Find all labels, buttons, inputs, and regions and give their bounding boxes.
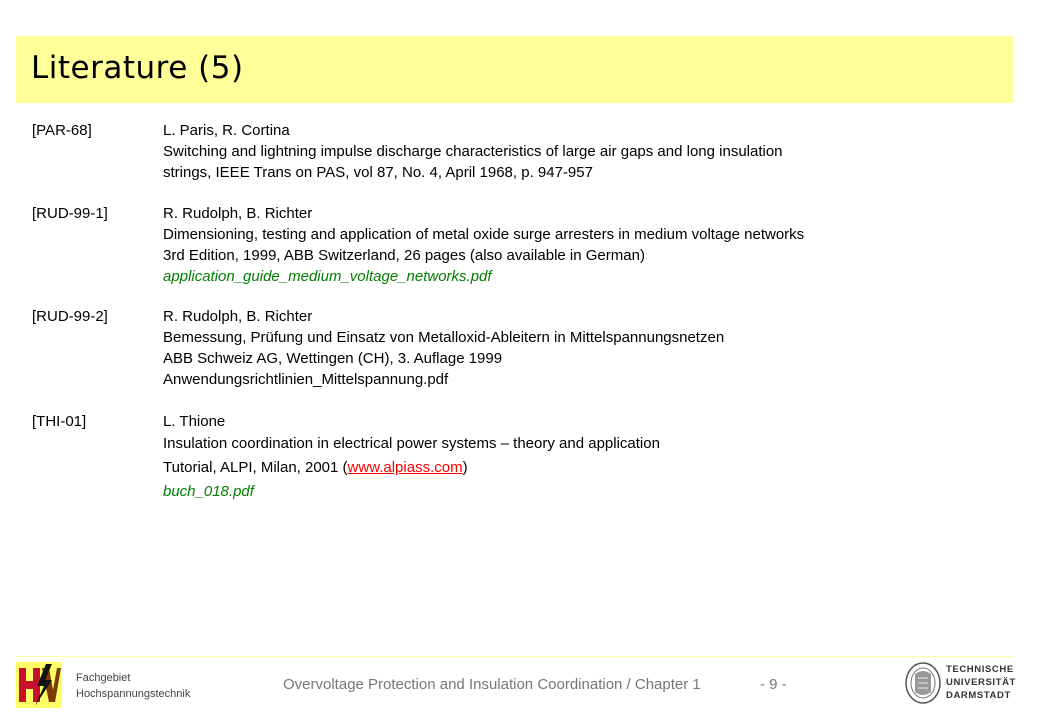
reference-title: Switching and lightning impulse discharge characteristics of large air gaps and long insulation <box>163 143 783 160</box>
reference-filename: Anwendungsrichtlinien_Mittelspannung.pdf <box>163 371 449 388</box>
course-title: Overvoltage Protection and Insulation Coordination / Chapter 1 <box>283 676 701 693</box>
reference-body <box>163 306 1013 390</box>
reference-key: [PAR-68] <box>32 122 92 139</box>
institute-line: Fachgebiet <box>76 672 131 684</box>
reference-title: Dimensioning, testing and application of metal oxide surge arresters in medium voltage networks <box>163 226 805 243</box>
reference-source: strings, IEEE Trans on PAS, vol 87, No. 4, April 1968, p. 947-957 <box>163 164 593 181</box>
institute-name <box>76 670 190 702</box>
reference-source-text: Tutorial, ALPI, Milan, 2001 ( <box>163 459 348 476</box>
reference-filename[interactable]: buch_018.pdf <box>163 483 254 500</box>
reference-body <box>163 120 1013 183</box>
reference-source <box>163 456 1013 480</box>
reference-source: 3rd Edition, 1999, ABB Switzerland, 26 pages (also available in German) <box>163 247 645 264</box>
footer-divider <box>16 656 1013 657</box>
institute-line: Hochspannungstechnik <box>76 688 191 700</box>
reference-source: ABB Schweiz AG, Wettingen (CH), 3. Auflage 1999 <box>163 350 503 367</box>
reference-title: Insulation coordination in electrical power systems – theory and application <box>163 435 660 452</box>
page-title: Literature (5) <box>31 50 244 86</box>
university-line: UNIVERSITÄT <box>946 677 1016 688</box>
reference-authors: L. Thione <box>163 413 226 430</box>
reference-authors: L. Paris, R. Cortina <box>163 122 290 139</box>
university-line: DARMSTADT <box>946 690 1011 701</box>
reference-body <box>163 203 1013 287</box>
alpiass-link[interactable]: www.alpiass.com <box>347 459 463 476</box>
reference-body <box>163 411 1013 504</box>
reference-key: [THI-01] <box>32 413 87 430</box>
reference-authors: R. Rudolph, B. Richter <box>163 205 313 222</box>
reference-source-suffix: ) <box>462 459 468 476</box>
title-bar <box>16 36 1013 103</box>
reference-key: [RUD-99-1] <box>32 205 108 222</box>
university-line: TECHNISCHE <box>946 664 1014 675</box>
reference-authors: R. Rudolph, B. Richter <box>163 308 313 325</box>
university-name <box>946 663 1016 702</box>
reference-filename[interactable]: application_guide_medium_voltage_networks.pdf <box>163 268 492 285</box>
hv-logo-icon <box>16 662 62 708</box>
reference-key: [RUD-99-2] <box>32 308 108 325</box>
page-number: - 9 - <box>760 676 787 693</box>
reference-title: Bemessung, Prüfung und Einsatz von Metalloxid-Ableitern in Mittelspannungsnetzen <box>163 329 725 346</box>
university-seal-icon <box>905 662 941 704</box>
